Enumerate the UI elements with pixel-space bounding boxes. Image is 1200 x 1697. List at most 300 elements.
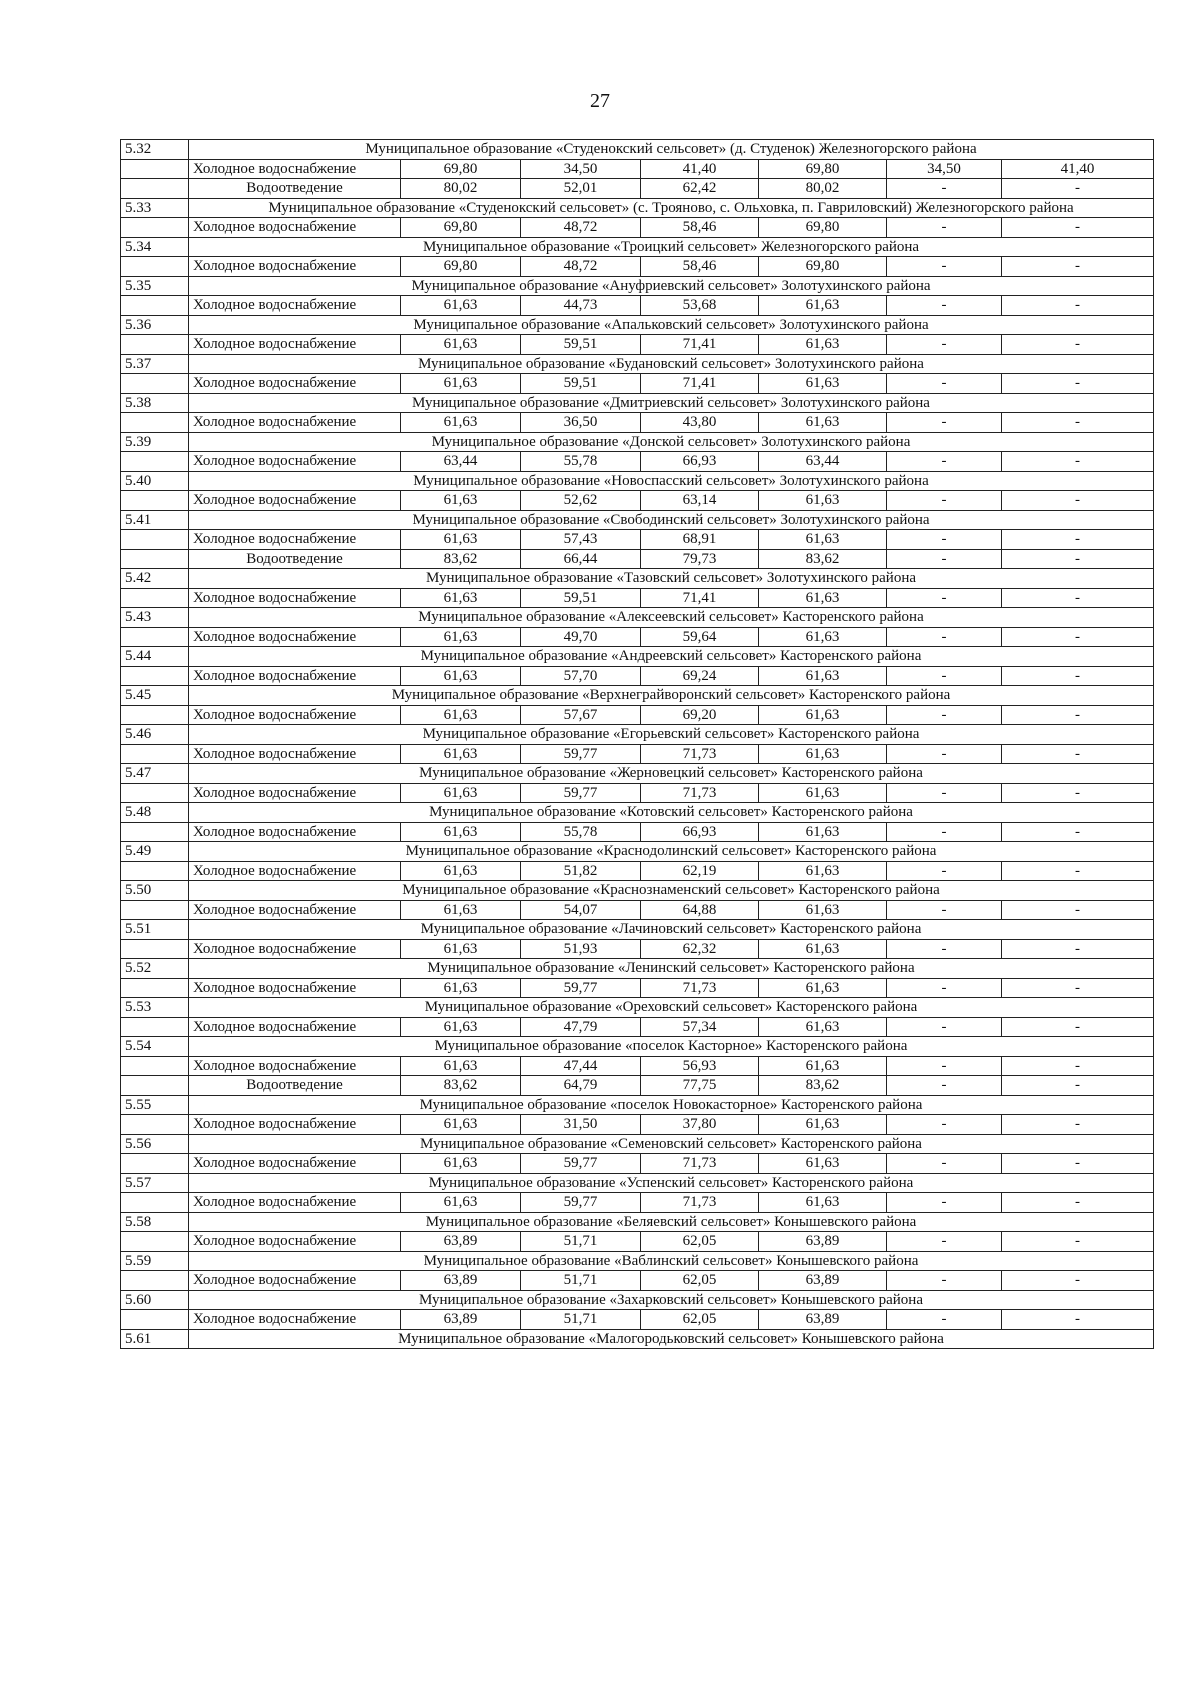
empty-number-cell bbox=[121, 1193, 189, 1213]
tariff-row bbox=[121, 666, 1154, 686]
tariff-value: - bbox=[1002, 218, 1154, 238]
tariff-value: 59,51 bbox=[521, 588, 641, 608]
tariff-value: 63,89 bbox=[759, 1310, 887, 1330]
tariff-value: 51,93 bbox=[521, 939, 641, 959]
tariff-value: - bbox=[887, 1193, 1002, 1213]
section-title-row bbox=[121, 1095, 1154, 1115]
tariff-value: - bbox=[1002, 588, 1154, 608]
tariff-value: 53,68 bbox=[641, 296, 759, 316]
tariff-value: 83,62 bbox=[401, 549, 521, 569]
service-name: Холодное водоснабжение bbox=[189, 296, 401, 316]
service-name: Холодное водоснабжение bbox=[189, 627, 401, 647]
section-title: Муниципальное образование «Верхнеграйворонский сельсовет» Касторенского района bbox=[189, 686, 1154, 706]
section-title-row bbox=[121, 315, 1154, 335]
section-number: 5.61 bbox=[121, 1329, 189, 1349]
tariff-value: 43,80 bbox=[641, 413, 759, 433]
tariff-value: 59,51 bbox=[521, 374, 641, 394]
tariff-value: 69,24 bbox=[641, 666, 759, 686]
tariff-value: 48,72 bbox=[521, 218, 641, 238]
section-title-row bbox=[121, 686, 1154, 706]
empty-number-cell bbox=[121, 1056, 189, 1076]
tariff-value: 71,41 bbox=[641, 374, 759, 394]
tariff-value: - bbox=[887, 1076, 1002, 1096]
service-name: Холодное водоснабжение bbox=[189, 1056, 401, 1076]
tariff-value: - bbox=[887, 335, 1002, 355]
tariff-value: - bbox=[887, 705, 1002, 725]
tariff-value: 61,63 bbox=[759, 822, 887, 842]
tariff-value: 69,20 bbox=[641, 705, 759, 725]
tariff-value: 51,71 bbox=[521, 1310, 641, 1330]
section-number: 5.41 bbox=[121, 510, 189, 530]
tariff-value: 61,63 bbox=[759, 296, 887, 316]
tariff-value: - bbox=[887, 900, 1002, 920]
tariff-value: 49,70 bbox=[521, 627, 641, 647]
tariff-value: 63,89 bbox=[401, 1310, 521, 1330]
service-name: Холодное водоснабжение bbox=[189, 1154, 401, 1174]
service-name: Холодное водоснабжение bbox=[189, 374, 401, 394]
tariff-value: 80,02 bbox=[759, 179, 887, 199]
tariff-row bbox=[121, 374, 1154, 394]
tariff-value: - bbox=[1002, 744, 1154, 764]
section-number: 5.44 bbox=[121, 647, 189, 667]
tariff-value: 63,44 bbox=[759, 452, 887, 472]
empty-number-cell bbox=[121, 1232, 189, 1252]
tariff-value: 59,64 bbox=[641, 627, 759, 647]
empty-number-cell bbox=[121, 705, 189, 725]
section-title: Муниципальное образование «Алексеевский сельсовет» Касторенского района bbox=[189, 608, 1154, 628]
section-title-row bbox=[121, 198, 1154, 218]
tariff-value: 63,89 bbox=[401, 1271, 521, 1291]
section-title-row bbox=[121, 276, 1154, 296]
service-name: Холодное водоснабжение bbox=[189, 1017, 401, 1037]
section-number: 5.42 bbox=[121, 569, 189, 589]
tariff-value: - bbox=[887, 1017, 1002, 1037]
tariff-value: 31,50 bbox=[521, 1115, 641, 1135]
tariff-value: 83,62 bbox=[759, 1076, 887, 1096]
tariff-value: - bbox=[1002, 452, 1154, 472]
page-number: 27 bbox=[590, 90, 610, 112]
tariff-value: 63,44 bbox=[401, 452, 521, 472]
tariff-value: 61,63 bbox=[401, 627, 521, 647]
section-title: Муниципальное образование «поселок Новокасторное» Касторенского района bbox=[189, 1095, 1154, 1115]
empty-number-cell bbox=[121, 549, 189, 569]
section-title: Муниципальное образование «Апальковский сельсовет» Золотухинского района bbox=[189, 315, 1154, 335]
tariff-value: 61,63 bbox=[759, 491, 887, 511]
tariff-row bbox=[121, 1310, 1154, 1330]
empty-number-cell bbox=[121, 257, 189, 277]
section-title: Муниципальное образование «Ленинский сельсовет» Касторенского района bbox=[189, 959, 1154, 979]
tariff-value: 55,78 bbox=[521, 822, 641, 842]
section-title-row bbox=[121, 998, 1154, 1018]
tariff-row bbox=[121, 900, 1154, 920]
tariff-value: 71,73 bbox=[641, 744, 759, 764]
tariff-row bbox=[121, 218, 1154, 238]
empty-number-cell bbox=[121, 1271, 189, 1291]
tariff-value: - bbox=[1002, 549, 1154, 569]
tariff-value: 61,63 bbox=[401, 1056, 521, 1076]
section-title-row bbox=[121, 920, 1154, 940]
tariff-table bbox=[120, 139, 1154, 1349]
tariff-row bbox=[121, 861, 1154, 881]
tariff-value: - bbox=[887, 530, 1002, 550]
tariff-value: - bbox=[1002, 1271, 1154, 1291]
empty-number-cell bbox=[121, 374, 189, 394]
tariff-value: 56,93 bbox=[641, 1056, 759, 1076]
tariff-value: 64,88 bbox=[641, 900, 759, 920]
tariff-value: 57,43 bbox=[521, 530, 641, 550]
section-number: 5.35 bbox=[121, 276, 189, 296]
section-title: Муниципальное образование «Студенокский сельсовет» (д. Студенок) Железногорского района bbox=[189, 140, 1154, 160]
tariff-row bbox=[121, 627, 1154, 647]
tariff-value: 61,63 bbox=[759, 783, 887, 803]
section-number: 5.50 bbox=[121, 881, 189, 901]
tariff-value: 61,63 bbox=[401, 1193, 521, 1213]
tariff-value: 61,63 bbox=[759, 413, 887, 433]
tariff-row bbox=[121, 1115, 1154, 1135]
empty-number-cell bbox=[121, 218, 189, 238]
tariff-value: 62,05 bbox=[641, 1310, 759, 1330]
tariff-value: 66,93 bbox=[641, 822, 759, 842]
tariff-value: 61,63 bbox=[759, 1154, 887, 1174]
section-title-row bbox=[121, 764, 1154, 784]
tariff-value: - bbox=[1002, 257, 1154, 277]
section-title-row bbox=[121, 959, 1154, 979]
section-title: Муниципальное образование «Новоспасский сельсовет» Золотухинского района bbox=[189, 471, 1154, 491]
tariff-value: - bbox=[887, 627, 1002, 647]
empty-number-cell bbox=[121, 1076, 189, 1096]
empty-number-cell bbox=[121, 900, 189, 920]
section-title-row bbox=[121, 510, 1154, 530]
service-name: Холодное водоснабжение bbox=[189, 588, 401, 608]
tariff-value: 57,70 bbox=[521, 666, 641, 686]
tariff-value: 63,89 bbox=[759, 1271, 887, 1291]
tariff-value: 61,63 bbox=[759, 861, 887, 881]
empty-number-cell bbox=[121, 744, 189, 764]
service-name: Водоотведение bbox=[189, 1076, 401, 1096]
section-title-row bbox=[121, 393, 1154, 413]
tariff-value: 61,63 bbox=[759, 588, 887, 608]
tariff-row bbox=[121, 159, 1154, 179]
tariff-value: - bbox=[1002, 900, 1154, 920]
tariff-value: 61,63 bbox=[401, 296, 521, 316]
section-number: 5.52 bbox=[121, 959, 189, 979]
empty-number-cell bbox=[121, 588, 189, 608]
tariff-value: 83,62 bbox=[759, 549, 887, 569]
section-title: Муниципальное образование «Дмитриевский сельсовет» Золотухинского района bbox=[189, 393, 1154, 413]
section-title-row bbox=[121, 1251, 1154, 1271]
tariff-value: 48,72 bbox=[521, 257, 641, 277]
tariff-value: 61,63 bbox=[401, 1154, 521, 1174]
tariff-value: 61,63 bbox=[401, 1115, 521, 1135]
tariff-value: - bbox=[887, 1154, 1002, 1174]
tariff-value: 61,63 bbox=[759, 900, 887, 920]
section-title-row bbox=[121, 237, 1154, 257]
section-title-row bbox=[121, 471, 1154, 491]
section-title-row bbox=[121, 354, 1154, 374]
tariff-value: - bbox=[1002, 1017, 1154, 1037]
service-name: Холодное водоснабжение bbox=[189, 452, 401, 472]
section-title: Муниципальное образование «Беляевский сельсовет» Конышевского района bbox=[189, 1212, 1154, 1232]
section-title-row bbox=[121, 803, 1154, 823]
tariff-row bbox=[121, 1056, 1154, 1076]
section-title: Муниципальное образование «Ваблинский сельсовет» Конышевского района bbox=[189, 1251, 1154, 1271]
section-title-row bbox=[121, 432, 1154, 452]
section-number: 5.59 bbox=[121, 1251, 189, 1271]
section-number: 5.36 bbox=[121, 315, 189, 335]
tariff-value: 63,89 bbox=[401, 1232, 521, 1252]
tariff-value: 71,73 bbox=[641, 1154, 759, 1174]
tariff-value: 61,63 bbox=[759, 1115, 887, 1135]
tariff-row bbox=[121, 822, 1154, 842]
tariff-value: - bbox=[1002, 1154, 1154, 1174]
tariff-value: - bbox=[887, 179, 1002, 199]
tariff-value: 37,80 bbox=[641, 1115, 759, 1135]
tariff-value: 61,63 bbox=[759, 335, 887, 355]
tariff-value: 71,41 bbox=[641, 588, 759, 608]
tariff-value: - bbox=[1002, 413, 1154, 433]
empty-number-cell bbox=[121, 179, 189, 199]
tariff-value: - bbox=[887, 452, 1002, 472]
section-title: Муниципальное образование «Андреевский сельсовет» Касторенского района bbox=[189, 647, 1154, 667]
section-title: Муниципальное образование «Троицкий сельсовет» Железногорского района bbox=[189, 237, 1154, 257]
section-title: Муниципальное образование «Свободинский сельсовет» Золотухинского района bbox=[189, 510, 1154, 530]
service-name: Холодное водоснабжение bbox=[189, 666, 401, 686]
service-name: Холодное водоснабжение bbox=[189, 783, 401, 803]
section-number: 5.53 bbox=[121, 998, 189, 1018]
tariff-value: 61,63 bbox=[759, 627, 887, 647]
empty-number-cell bbox=[121, 296, 189, 316]
tariff-value: 61,63 bbox=[401, 978, 521, 998]
section-number: 5.54 bbox=[121, 1037, 189, 1057]
tariff-value: - bbox=[1002, 1056, 1154, 1076]
tariff-value: 69,80 bbox=[759, 257, 887, 277]
section-title: Муниципальное образование «Ореховский сельсовет» Касторенского района bbox=[189, 998, 1154, 1018]
tariff-row bbox=[121, 1076, 1154, 1096]
section-title-row bbox=[121, 569, 1154, 589]
tariff-value: 79,73 bbox=[641, 549, 759, 569]
service-name: Холодное водоснабжение bbox=[189, 159, 401, 179]
tariff-value: 61,63 bbox=[401, 335, 521, 355]
tariff-value: 58,46 bbox=[641, 218, 759, 238]
empty-number-cell bbox=[121, 627, 189, 647]
tariff-value: 61,63 bbox=[759, 374, 887, 394]
empty-number-cell bbox=[121, 413, 189, 433]
tariff-value: 57,67 bbox=[521, 705, 641, 725]
empty-number-cell bbox=[121, 452, 189, 472]
section-title-row bbox=[121, 1212, 1154, 1232]
tariff-value: 61,63 bbox=[401, 783, 521, 803]
tariff-value: 41,40 bbox=[1002, 159, 1154, 179]
tariff-row bbox=[121, 296, 1154, 316]
tariff-value: 66,93 bbox=[641, 452, 759, 472]
section-number: 5.33 bbox=[121, 198, 189, 218]
tariff-value: 61,63 bbox=[401, 1017, 521, 1037]
tariff-value: 51,71 bbox=[521, 1271, 641, 1291]
service-name: Холодное водоснабжение bbox=[189, 705, 401, 725]
tariff-value: 55,78 bbox=[521, 452, 641, 472]
tariff-value: - bbox=[1002, 491, 1154, 511]
tariff-value: - bbox=[1002, 335, 1154, 355]
tariff-value: 61,63 bbox=[759, 1056, 887, 1076]
section-title-row bbox=[121, 881, 1154, 901]
tariff-value: 77,75 bbox=[641, 1076, 759, 1096]
tariff-value: 51,82 bbox=[521, 861, 641, 881]
tariff-value: 34,50 bbox=[521, 159, 641, 179]
section-title: Муниципальное образование «Захарковский сельсовет» Конышевского района bbox=[189, 1290, 1154, 1310]
tariff-row bbox=[121, 939, 1154, 959]
section-number: 5.56 bbox=[121, 1134, 189, 1154]
section-title: Муниципальное образование «Лачиновский сельсовет» Касторенского района bbox=[189, 920, 1154, 940]
section-title: Муниципальное образование «Егорьевский сельсовет» Касторенского района bbox=[189, 725, 1154, 745]
tariff-value: 59,77 bbox=[521, 1154, 641, 1174]
tariff-row bbox=[121, 978, 1154, 998]
section-number: 5.46 bbox=[121, 725, 189, 745]
tariff-value: - bbox=[887, 374, 1002, 394]
tariff-row bbox=[121, 1193, 1154, 1213]
service-name: Холодное водоснабжение bbox=[189, 861, 401, 881]
section-title: Муниципальное образование «Тазовский сельсовет» Золотухинского района bbox=[189, 569, 1154, 589]
tariff-value: 59,77 bbox=[521, 783, 641, 803]
tariff-value: 66,44 bbox=[521, 549, 641, 569]
tariff-row bbox=[121, 413, 1154, 433]
section-title-row bbox=[121, 725, 1154, 745]
tariff-value: 71,41 bbox=[641, 335, 759, 355]
tariff-value: - bbox=[887, 1115, 1002, 1135]
tariff-value: 58,46 bbox=[641, 257, 759, 277]
tariff-row bbox=[121, 257, 1154, 277]
tariff-value: - bbox=[1002, 179, 1154, 199]
section-number: 5.39 bbox=[121, 432, 189, 452]
tariff-value: 63,14 bbox=[641, 491, 759, 511]
tariff-value: 62,19 bbox=[641, 861, 759, 881]
tariff-value: - bbox=[1002, 978, 1154, 998]
tariff-value: 52,01 bbox=[521, 179, 641, 199]
tariff-value: - bbox=[887, 1310, 1002, 1330]
tariff-value: 69,80 bbox=[401, 159, 521, 179]
tariff-row bbox=[121, 783, 1154, 803]
tariff-value: - bbox=[1002, 374, 1154, 394]
tariff-row bbox=[121, 705, 1154, 725]
tariff-value: 44,73 bbox=[521, 296, 641, 316]
section-number: 5.34 bbox=[121, 237, 189, 257]
section-title: Муниципальное образование «Жерновецкий сельсовет» Касторенского района bbox=[189, 764, 1154, 784]
tariff-value: 71,73 bbox=[641, 978, 759, 998]
service-name: Холодное водоснабжение bbox=[189, 822, 401, 842]
tariff-value: - bbox=[887, 549, 1002, 569]
tariff-value: 59,51 bbox=[521, 335, 641, 355]
section-number: 5.47 bbox=[121, 764, 189, 784]
section-title-row bbox=[121, 842, 1154, 862]
tariff-value: - bbox=[887, 491, 1002, 511]
tariff-value: 41,40 bbox=[641, 159, 759, 179]
section-number: 5.57 bbox=[121, 1173, 189, 1193]
tariff-value: 61,63 bbox=[401, 413, 521, 433]
section-number: 5.51 bbox=[121, 920, 189, 940]
tariff-value: - bbox=[887, 1232, 1002, 1252]
tariff-value: - bbox=[1002, 1076, 1154, 1096]
section-number: 5.40 bbox=[121, 471, 189, 491]
tariff-value: 59,77 bbox=[521, 978, 641, 998]
tariff-value: 61,63 bbox=[401, 822, 521, 842]
section-number: 5.60 bbox=[121, 1290, 189, 1310]
service-name: Холодное водоснабжение bbox=[189, 744, 401, 764]
tariff-value: - bbox=[887, 822, 1002, 842]
section-title-row bbox=[121, 647, 1154, 667]
empty-number-cell bbox=[121, 1310, 189, 1330]
tariff-value: 61,63 bbox=[759, 705, 887, 725]
section-number: 5.38 bbox=[121, 393, 189, 413]
tariff-value: - bbox=[1002, 939, 1154, 959]
tariff-value: 71,73 bbox=[641, 783, 759, 803]
section-title: Муниципальное образование «Успенский сельсовет» Касторенского района bbox=[189, 1173, 1154, 1193]
tariff-value: - bbox=[1002, 1115, 1154, 1135]
section-number: 5.43 bbox=[121, 608, 189, 628]
empty-number-cell bbox=[121, 491, 189, 511]
tariff-value: 68,91 bbox=[641, 530, 759, 550]
section-title-row bbox=[121, 1329, 1154, 1349]
tariff-value: 61,63 bbox=[759, 666, 887, 686]
empty-number-cell bbox=[121, 783, 189, 803]
section-title: Муниципальное образование «Малогородьковский сельсовет» Конышевского района bbox=[189, 1329, 1154, 1349]
tariff-value: 63,89 bbox=[759, 1232, 887, 1252]
service-name: Холодное водоснабжение bbox=[189, 900, 401, 920]
section-title-row bbox=[121, 140, 1154, 160]
empty-number-cell bbox=[121, 939, 189, 959]
section-title: Муниципальное образование «Донской сельсовет» Золотухинского района bbox=[189, 432, 1154, 452]
service-name: Водоотведение bbox=[189, 179, 401, 199]
tariff-value: 61,63 bbox=[759, 1193, 887, 1213]
tariff-value: 61,63 bbox=[759, 530, 887, 550]
tariff-value: 61,63 bbox=[401, 374, 521, 394]
tariff-value: 52,62 bbox=[521, 491, 641, 511]
tariff-value: 61,63 bbox=[759, 978, 887, 998]
tariff-value: - bbox=[887, 296, 1002, 316]
empty-number-cell bbox=[121, 530, 189, 550]
tariff-value: - bbox=[1002, 1193, 1154, 1213]
service-name: Холодное водоснабжение bbox=[189, 1115, 401, 1135]
section-title: Муниципальное образование «Краснодолинский сельсовет» Касторенского района bbox=[189, 842, 1154, 862]
section-title: Муниципальное образование «поселок Касторное» Касторенского района bbox=[189, 1037, 1154, 1057]
service-name: Водоотведение bbox=[189, 549, 401, 569]
tariff-value: 61,63 bbox=[759, 744, 887, 764]
tariff-value: - bbox=[887, 978, 1002, 998]
tariff-value: 61,63 bbox=[759, 1017, 887, 1037]
tariff-value: - bbox=[887, 744, 1002, 764]
tariff-value: 47,79 bbox=[521, 1017, 641, 1037]
tariff-value: - bbox=[887, 413, 1002, 433]
tariff-row bbox=[121, 179, 1154, 199]
section-title: Муниципальное образование «Будановский сельсовет» Золотухинского района bbox=[189, 354, 1154, 374]
empty-number-cell bbox=[121, 822, 189, 842]
tariff-value: - bbox=[1002, 666, 1154, 686]
tariff-value: - bbox=[1002, 861, 1154, 881]
service-name: Холодное водоснабжение bbox=[189, 335, 401, 355]
tariff-value: 69,80 bbox=[759, 159, 887, 179]
tariff-value: - bbox=[887, 861, 1002, 881]
tariff-value: - bbox=[1002, 705, 1154, 725]
section-number: 5.48 bbox=[121, 803, 189, 823]
tariff-value: 61,63 bbox=[401, 530, 521, 550]
tariff-value: 57,34 bbox=[641, 1017, 759, 1037]
tariff-table-body bbox=[121, 140, 1154, 1349]
tariff-row bbox=[121, 588, 1154, 608]
empty-number-cell bbox=[121, 666, 189, 686]
service-name: Холодное водоснабжение bbox=[189, 939, 401, 959]
empty-number-cell bbox=[121, 1115, 189, 1135]
empty-number-cell bbox=[121, 159, 189, 179]
tariff-value: - bbox=[887, 1271, 1002, 1291]
tariff-value: 61,63 bbox=[401, 705, 521, 725]
